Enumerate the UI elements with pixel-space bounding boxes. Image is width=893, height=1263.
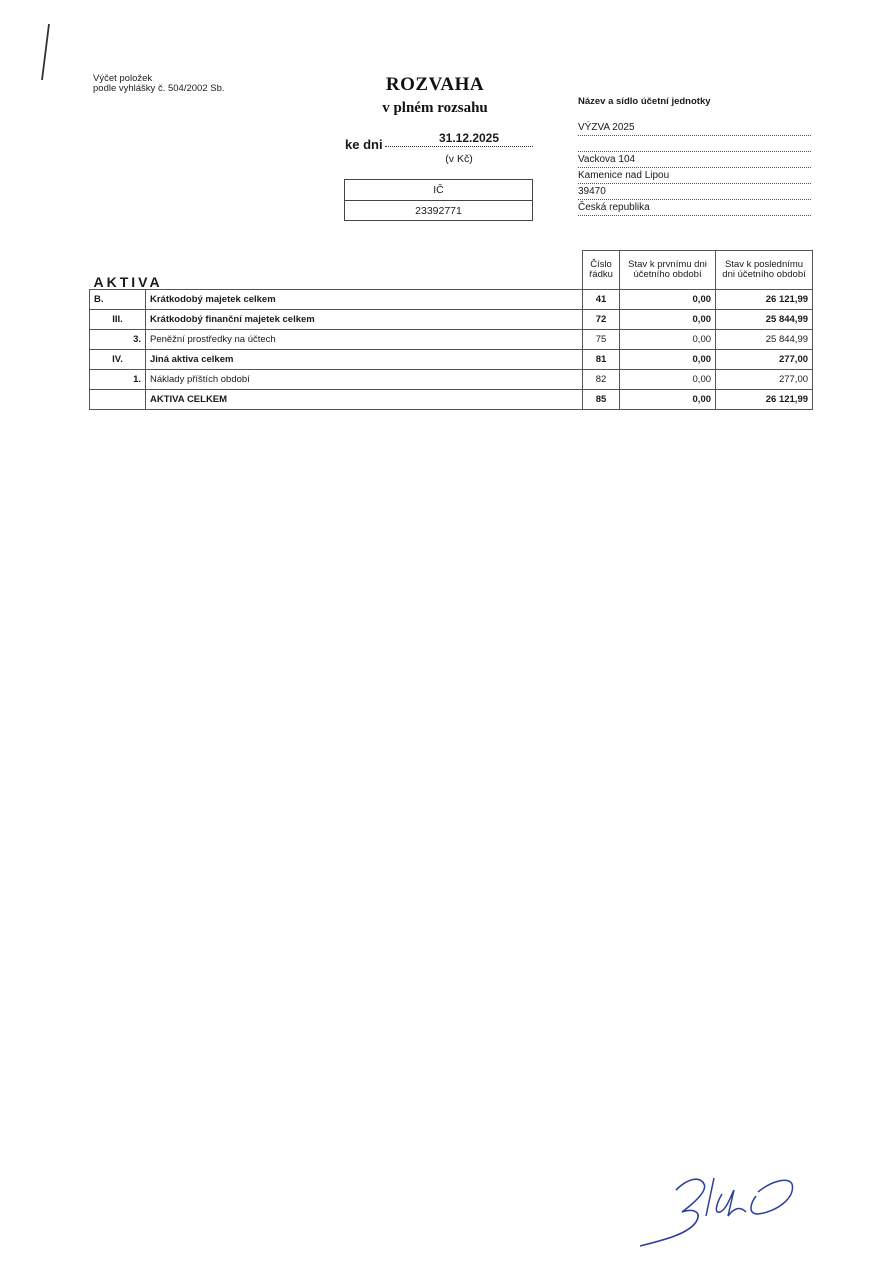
row-label: Náklady příštích období	[146, 369, 583, 389]
document-subtitle: v plném rozsahu	[382, 100, 488, 116]
row-label: Krátkodobý majetek celkem	[146, 289, 583, 309]
row-code: IV.	[90, 349, 146, 369]
row-first-value: 0,00	[620, 389, 716, 409]
row-label: Jiná aktiva celkem	[146, 349, 583, 369]
date-label: ke dni	[345, 137, 383, 152]
legal-reference	[93, 74, 225, 94]
row-first-value: 0,00	[620, 309, 716, 329]
entity-line: 39470	[578, 185, 811, 200]
date-value: 31.12.2025	[385, 131, 533, 147]
entity-line: Vackova 104	[578, 153, 811, 168]
entity-line: Česká republika	[578, 201, 811, 216]
section-title: AKTIVA	[90, 251, 583, 290]
row-number: 81	[583, 349, 620, 369]
ic-label: IČ	[433, 184, 444, 196]
row-number: 41	[583, 289, 620, 309]
row-number: 72	[583, 309, 620, 329]
ic-value: 23392771	[345, 200, 532, 221]
table-row	[90, 389, 813, 409]
row-last-value: 25 844,99	[716, 329, 813, 349]
row-first-value: 0,00	[620, 289, 716, 309]
row-first-value: 0,00	[620, 369, 716, 389]
table-row	[90, 349, 813, 369]
row-code: 3.	[90, 329, 146, 349]
row-last-value: 277,00	[716, 369, 813, 389]
row-number: 85	[583, 389, 620, 409]
row-last-value: 26 121,99	[716, 389, 813, 409]
ic-box	[344, 179, 533, 221]
entity-line	[578, 137, 811, 152]
legal-line-1: Výčet položek	[93, 73, 153, 84]
table-row	[90, 309, 813, 329]
row-first-value: 0,00	[620, 349, 716, 369]
row-code: III.	[90, 309, 146, 329]
entity-line: Kamenice nad Lipou	[578, 169, 811, 184]
row-last-value: 26 121,99	[716, 289, 813, 309]
row-number: 75	[583, 329, 620, 349]
row-last-value: 277,00	[716, 349, 813, 369]
row-code	[90, 389, 146, 409]
col-row-number: Číslo řádku	[583, 251, 620, 290]
table-header-row	[90, 251, 813, 290]
legal-line-2: podle vyhlášky č. 504/2002 Sb.	[93, 83, 225, 94]
signature	[630, 1168, 810, 1253]
document-title: ROZVAHA	[385, 74, 485, 95]
row-number: 82	[583, 369, 620, 389]
row-code: 1.	[90, 369, 146, 389]
row-last-value: 25 844,99	[716, 309, 813, 329]
row-label: Peněžní prostředky na účtech	[146, 329, 583, 349]
table-row	[90, 289, 813, 309]
pen-mark	[38, 22, 58, 84]
row-label: Krátkodobý finanční majetek celkem	[146, 309, 583, 329]
col-last-day: Stav k poslednímu dni účetního období	[716, 251, 813, 290]
entity-heading: Název a sídlo účetní jednotky	[578, 96, 711, 107]
table-row	[90, 329, 813, 349]
col-first-day: Stav k prvnímu dni účetního období	[620, 251, 716, 290]
row-label: AKTIVA CELKEM	[146, 389, 583, 409]
row-code: B.	[90, 289, 146, 309]
assets-table	[89, 250, 813, 410]
row-first-value: 0,00	[620, 329, 716, 349]
currency-note: (v Kč)	[445, 153, 473, 165]
entity-line: VÝZVA 2025	[578, 121, 811, 136]
table-row	[90, 369, 813, 389]
